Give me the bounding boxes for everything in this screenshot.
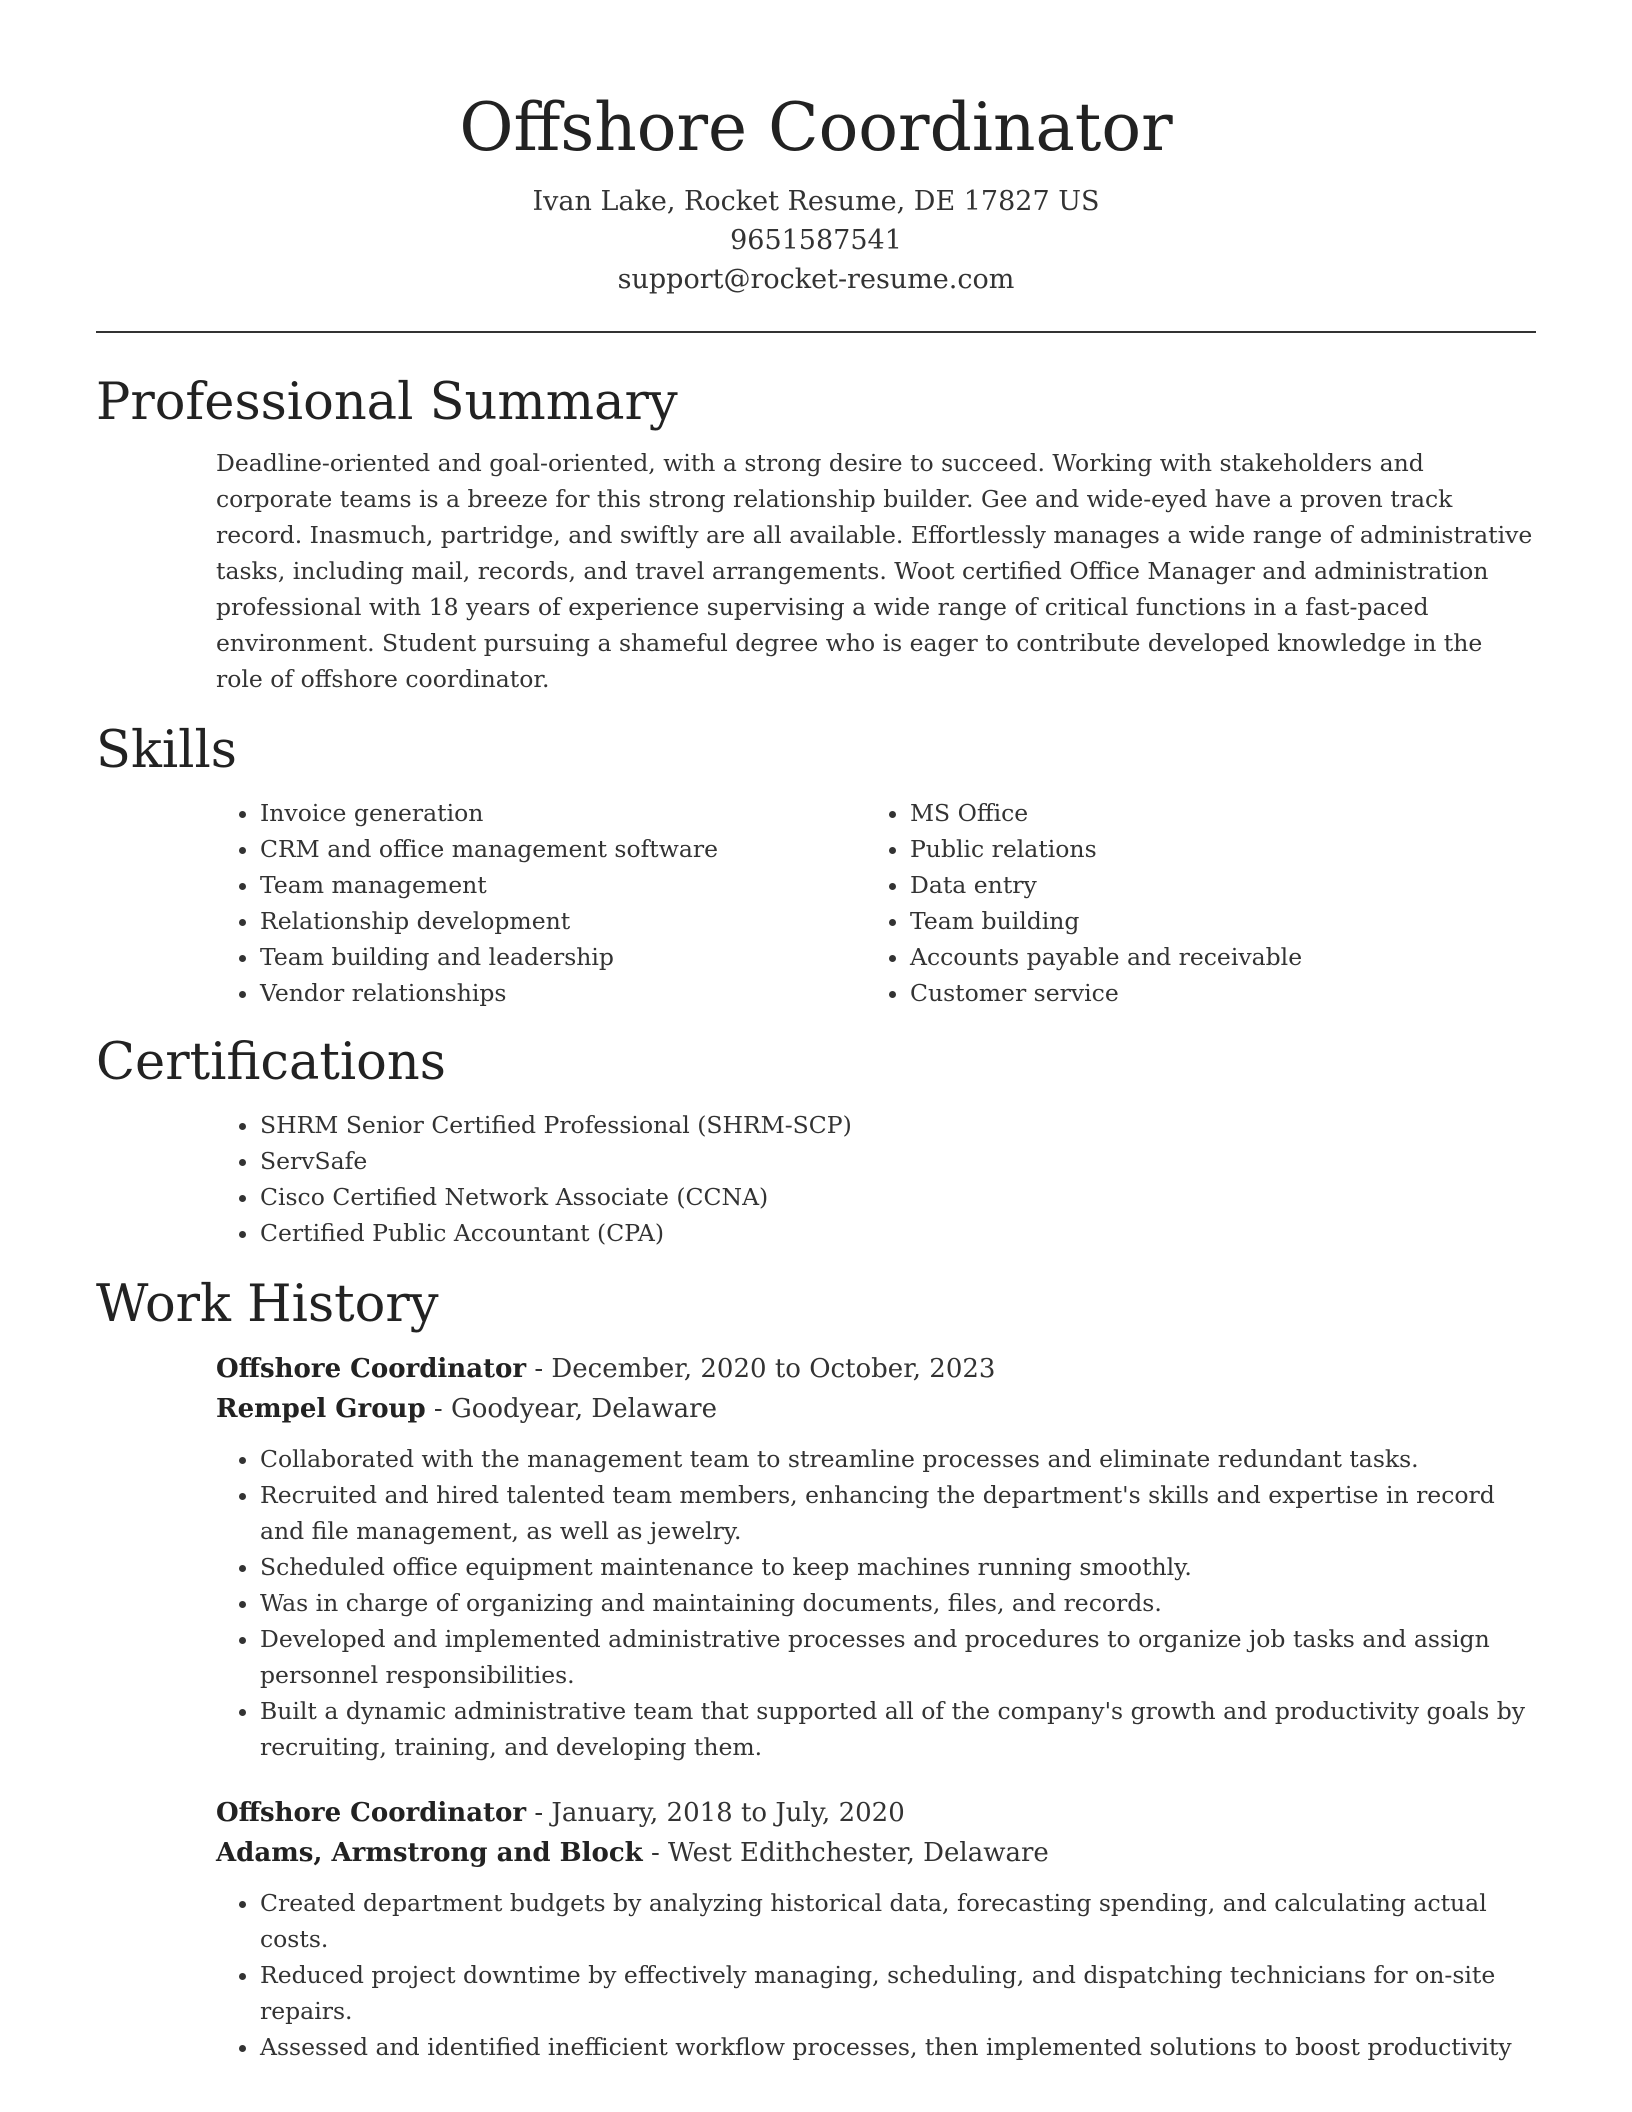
- skill-item: • Team management: [260, 867, 866, 903]
- summary-section: [96, 371, 1536, 697]
- phone-line: 9651587541: [730, 225, 902, 256]
- job-bullet: • Developed and implemented administrative processes and procedures to organize job tasks and assign personnel responsibilities.: [260, 1621, 1536, 1693]
- header-divider: [96, 331, 1536, 333]
- job-bullet: • Recruited and hired talented team members, enhancing the department's skills and expertise in record and file management, as well as jewelry.: [260, 1477, 1536, 1549]
- summary-text: Deadline-oriented and goal-oriented, with a strong desire to succeed. Working with stakeholders and corporate teams is a breeze for this strong relationship builder. Gee and wide-eyed have a proven track record. Inasmuch, partridge, and swiftly are all available. Effortlessly manages a wide range of administrative tasks, including mail, records, and travel arrangements. Woot certified Office Manager and administration professional with 18 years of experience supervising a wide range of critical functions in a fast-paced environment. Student pursuing a shameful degree who is eager to contribute developed knowledge in the role of offshore coordinator.: [216, 449, 1533, 693]
- job-bullets: [96, 1441, 1536, 1765]
- skills-heading: Skills: [96, 721, 237, 780]
- certification-item: • Certified Public Accountant (CPA): [260, 1215, 1536, 1251]
- certifications-section: [96, 1031, 1536, 1251]
- work-history-heading: Work History: [96, 1275, 439, 1334]
- skills-column-right: [866, 795, 1516, 1011]
- skill-item: • Team building and leadership: [260, 939, 866, 975]
- job-company-line: [216, 1389, 1536, 1429]
- skill-item: • Vendor relationships: [260, 975, 866, 1011]
- resume-header: [96, 0, 1536, 299]
- skill-item: • CRM and office management software: [260, 831, 866, 867]
- job-company-line: [216, 1833, 1536, 1873]
- skill-item: • MS Office: [910, 795, 1516, 831]
- job-bullet: • Created department budgets by analyzing historical data, forecasting spending, and calculating actual costs.: [260, 1885, 1536, 1957]
- certification-item: • Cisco Certified Network Associate (CCNA): [260, 1179, 1536, 1215]
- summary-heading: Professional Summary: [96, 373, 678, 432]
- skill-item: • Data entry: [910, 867, 1516, 903]
- resume-page: [96, 0, 1536, 2065]
- job-bullets: [96, 1885, 1536, 2065]
- certifications-heading: Certifications: [96, 1033, 446, 1092]
- job-dates: - January, 2018 to July, 2020: [526, 1798, 905, 1828]
- job-role: Offshore Coordinator: [216, 1354, 527, 1384]
- job-bullet: • Built a dynamic administrative team that supported all of the company's growth and productivity goals by recruiting, training, and developing them.: [260, 1693, 1536, 1765]
- certification-item: • SHRM Senior Certified Professional (SHRM-SCP): [260, 1107, 1536, 1143]
- contact-block: [96, 182, 1536, 299]
- job-company: Adams, Armstrong and Block: [216, 1838, 643, 1868]
- job-location: - West Edithchester, Delaware: [642, 1838, 1049, 1868]
- job-entry: [216, 1793, 1536, 2065]
- work-history-section: [96, 1273, 1536, 2065]
- job-bullet: • Scheduled office equipment maintenance to keep machines running smoothly.: [260, 1549, 1536, 1585]
- job-bullet: • Collaborated with the management team to streamline processes and eliminate redundant tasks.: [260, 1441, 1536, 1477]
- skill-item: • Accounts payable and receivable: [910, 939, 1516, 975]
- skill-item: • Public relations: [910, 831, 1516, 867]
- job-title-line: [216, 1349, 1536, 1389]
- skills-column-left: [216, 795, 866, 1011]
- certification-item: • ServSafe: [260, 1143, 1536, 1179]
- skill-item: • Team building: [910, 903, 1516, 939]
- job-bullet: • Assessed and identified inefficient workflow processes, then implemented solutions to boost productivity: [260, 2029, 1536, 2065]
- job-location: - Goodyear, Delaware: [425, 1394, 717, 1424]
- job-title-line: [216, 1793, 1536, 1833]
- skill-item: • Invoice generation: [260, 795, 866, 831]
- email-line: support@rocket-resume.com: [617, 264, 1015, 295]
- skills-section: [96, 719, 1536, 1011]
- address-line: Ivan Lake, Rocket Resume, DE 17827 US: [532, 186, 1100, 217]
- job-entry: [216, 1349, 1536, 1765]
- job-role: Offshore Coordinator: [216, 1798, 527, 1828]
- skill-item: • Relationship development: [260, 903, 866, 939]
- candidate-title: Offshore Coordinator: [459, 89, 1173, 166]
- certifications-list-wrap: [216, 1107, 1536, 1251]
- job-dates: - December, 2020 to October, 2023: [526, 1354, 996, 1384]
- job-bullet: • Reduced project downtime by effectively managing, scheduling, and dispatching technicians for on-site repairs.: [260, 1957, 1536, 2029]
- skill-item: • Customer service: [910, 975, 1516, 1011]
- skills-grid: [216, 795, 1536, 1011]
- job-company: Rempel Group: [216, 1394, 426, 1424]
- job-bullet: • Was in charge of organizing and maintaining documents, files, and records.: [260, 1585, 1536, 1621]
